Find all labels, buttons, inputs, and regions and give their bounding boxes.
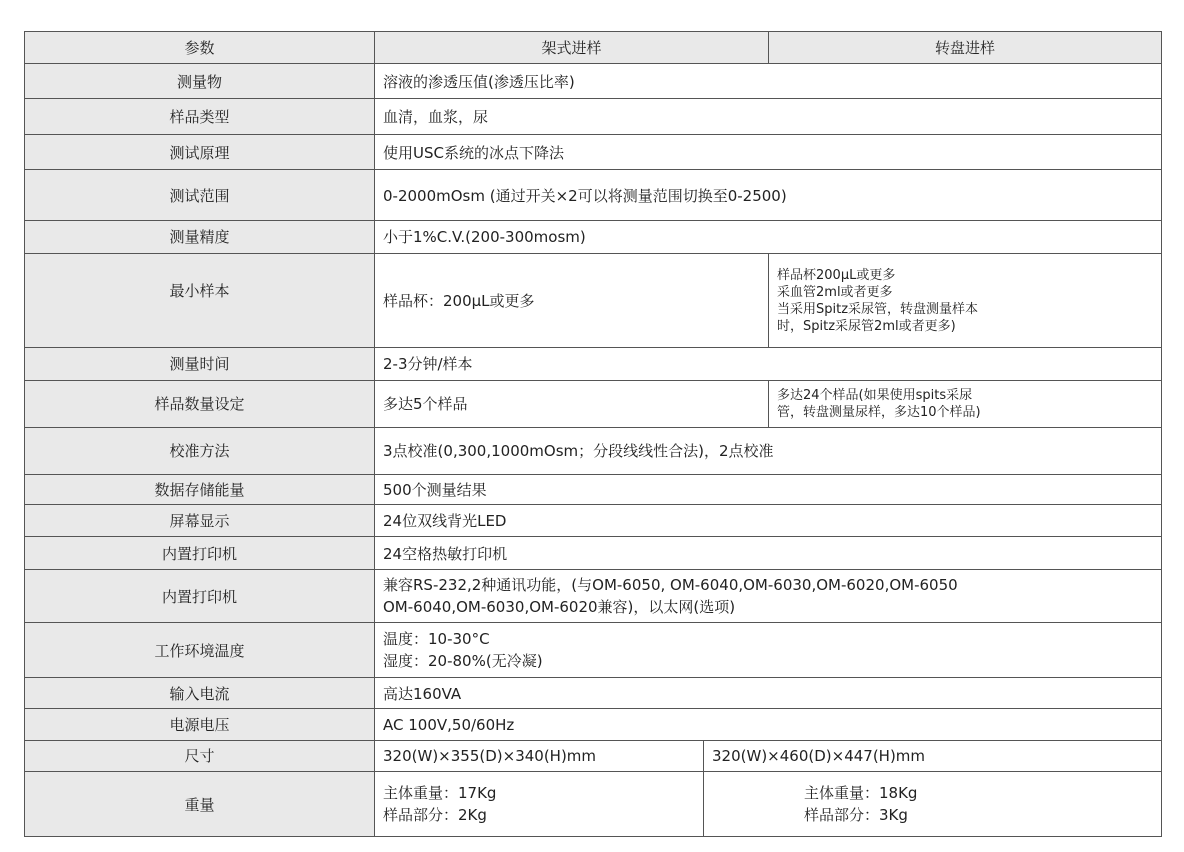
table-row <box>25 380 1162 428</box>
header-param: 参数 <box>25 32 375 64</box>
row-value-turntable <box>769 254 1162 348</box>
row-value: 500个测量结果 <box>375 474 1162 504</box>
row-label: 内置打印机 <box>25 569 375 623</box>
row-value-turntable <box>704 772 1162 837</box>
row-value-rack: 样品杯：200μL或更多 <box>375 254 769 348</box>
row-value: 血清，血浆，尿 <box>375 99 1162 134</box>
table-row <box>25 772 1162 837</box>
header-row <box>25 32 1162 64</box>
row-label: 屏幕显示 <box>25 505 375 537</box>
table-row <box>25 254 1162 348</box>
row-value <box>375 623 1162 678</box>
table-row <box>25 505 1162 537</box>
row-label: 尺寸 <box>25 740 375 771</box>
table-row <box>25 348 1162 380</box>
table-row <box>25 740 1162 771</box>
row-value-rack <box>375 772 704 837</box>
row-value <box>375 569 1162 623</box>
row-label: 测量时间 <box>25 348 375 380</box>
value-line: 当采用Spitz采尿管，转盘测量样本 <box>777 301 979 317</box>
row-label: 内置打印机 <box>25 537 375 569</box>
row-label: 测量物 <box>25 64 375 99</box>
header-rack: 架式进样 <box>375 32 769 64</box>
table-row <box>25 134 1162 169</box>
row-label: 电源电压 <box>25 709 375 740</box>
value-line: 样品部分：2Kg <box>383 806 487 825</box>
value-line: 时，Spitz采尿管2ml或者更多) <box>777 318 956 334</box>
row-label: 数据存储能量 <box>25 474 375 504</box>
row-value: 2-3分钟/样本 <box>375 348 1162 380</box>
value-line: 湿度：20-80%(无冷凝) <box>383 652 543 671</box>
table-row <box>25 220 1162 253</box>
table-row <box>25 428 1162 475</box>
row-label: 输入电流 <box>25 678 375 709</box>
table-row <box>25 64 1162 99</box>
table-row <box>25 537 1162 569</box>
value-line: 主体重量：17Kg <box>383 784 497 803</box>
row-label: 校准方法 <box>25 428 375 475</box>
row-value: 0-2000mOsm (通过开关×2可以将测量范围切换至0-2500) <box>375 170 1162 221</box>
value-line: 兼容RS-232,2种通讯功能，(与OM-6050, OM-6040,OM-6030,OM-6020,OM-6050 <box>383 576 958 595</box>
table-row <box>25 170 1162 221</box>
row-label: 样品数量设定 <box>25 380 375 428</box>
row-label: 工作环境温度 <box>25 623 375 678</box>
row-value-rack: 多达5个样品 <box>375 380 769 428</box>
table-row <box>25 474 1162 504</box>
table-row <box>25 569 1162 623</box>
row-value: 溶液的渗透压值(渗透压比率) <box>375 64 1162 99</box>
row-label: 测试原理 <box>25 134 375 169</box>
table-row <box>25 623 1162 678</box>
header-turntable: 转盘进样 <box>769 32 1162 64</box>
table-row <box>25 709 1162 740</box>
row-label: 测量精度 <box>25 220 375 253</box>
row-value: 24位双线背光LED <box>375 505 1162 537</box>
spec-table <box>24 31 1162 837</box>
value-line: 主体重量：18Kg <box>804 784 918 803</box>
value-line: 多达24个样品(如果使用spits采尿 <box>777 387 973 403</box>
table-row <box>25 678 1162 709</box>
row-value: AC 100V,50/60Hz <box>375 709 1162 740</box>
row-label: 测试范围 <box>25 170 375 221</box>
row-value: 24空格热敏打印机 <box>375 537 1162 569</box>
row-label: 最小样本 <box>25 254 375 348</box>
table-row <box>25 99 1162 134</box>
row-value: 小于1%C.V.(200-300mosm) <box>375 220 1162 253</box>
value-line: 采血管2ml或者更多 <box>777 284 893 300</box>
row-value-rack: 320(W)×355(D)×340(H)mm <box>375 740 704 771</box>
value-line: 样品杯200μL或更多 <box>777 267 896 283</box>
row-label: 重量 <box>25 772 375 837</box>
row-value-turntable <box>769 380 1162 428</box>
value-line: 管，转盘测量尿样，多达10个样品) <box>777 404 981 420</box>
row-value: 使用USC系统的冰点下降法 <box>375 134 1162 169</box>
row-value: 3点校准(0,300,1000mOsm；分段线线性合法)，2点校准 <box>375 428 1162 475</box>
row-label: 样品类型 <box>25 99 375 134</box>
row-value-turntable: 320(W)×460(D)×447(H)mm <box>704 740 1162 771</box>
value-line: 温度：10-30°C <box>383 630 490 649</box>
value-line: 样品部分：3Kg <box>804 806 908 825</box>
value-line: OM-6040,OM-6030,OM-6020兼容)，以太网(选项) <box>383 598 736 617</box>
row-value: 高达160VA <box>375 678 1162 709</box>
